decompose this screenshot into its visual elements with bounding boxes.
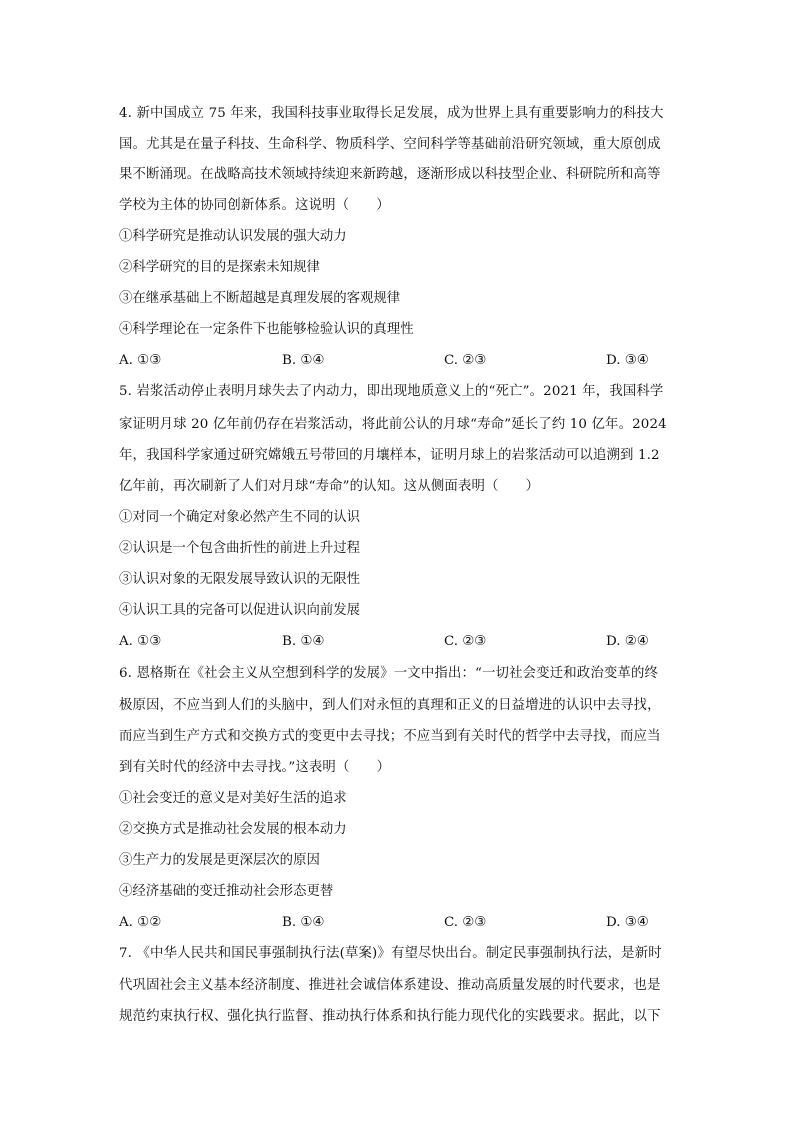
question-4-option-4: ④科学理论在一定条件下也能够检验认识的真理性 — [119, 322, 414, 337]
question-4-stem-line-2: 国。尤其是在量子科技、生命科学、物质科学、空间科学等基础前沿研究领域，重大原创成 — [119, 137, 661, 152]
question-6-stem-line-1: 6. 恩格斯在《社会主义从空想到科学的发展》一文中指出：“一切社会变迁和政治变革的终 — [119, 666, 659, 681]
question-6-option-2: ②交换方式是推动社会发展的根本动力 — [119, 822, 347, 837]
question-7-stem-line-2: 代巩固社会主义基本经济制度、推进社会诚信体系建设、推动高质量发展的时代要求，也是 — [119, 978, 661, 993]
question-4-choices — [119, 351, 679, 371]
question-6-choices — [119, 913, 679, 933]
question-6-choice-b[interactable]: B. ①④ — [282, 915, 325, 930]
question-5-choices — [119, 632, 679, 652]
question-5-stem-line-1: 5. 岩浆活动停止表明月球失去了内动力，即出现地质意义上的“死亡”。2021 年，我国科学 — [119, 384, 664, 399]
question-6-stem-line-3: 而应当到生产方式和交换方式的变更中去寻找；不应当到有关时代的哲学中去寻找，而应当 — [119, 729, 661, 744]
question-5-choice-c[interactable]: C. ②③ — [444, 634, 487, 649]
question-6-stem-line-4: 到有关时代的经济中去寻找。”这表明（ ） — [119, 760, 391, 775]
question-5-option-3: ③认识对象的无限发展导致认识的无限性 — [119, 572, 361, 587]
question-6-option-4: ④经济基础的变迁推动社会形态更替 — [119, 884, 334, 899]
question-4-choice-d[interactable]: D. ③④ — [606, 353, 649, 368]
question-4-choice-b[interactable]: B. ①④ — [282, 353, 325, 368]
question-5-option-4: ④认识工具的完备可以促进认识向前发展 — [119, 603, 361, 618]
question-5-option-1: ①对同一个确定对象必然产生不同的认识 — [119, 510, 361, 525]
question-6-stem-line-2: 极原因，不应当到人们的头脑中，到人们对永恒的真理和正义的日益增进的认识中去寻找， — [119, 698, 661, 713]
question-4-option-1: ①科学研究是推动认识发展的强大动力 — [119, 229, 347, 244]
question-5-choice-b[interactable]: B. ①④ — [282, 634, 325, 649]
question-6-option-3: ③生产力的发展是更深层次的原因 — [119, 853, 320, 868]
question-6-choice-c[interactable]: C. ②③ — [444, 915, 487, 930]
question-4-stem-line-1: 4. 新中国成立 75 年来，我国科技事业取得长足发展，成为世界上具有重要影响力的科技大 — [119, 106, 664, 121]
question-7-stem-line-3: 规范约束执行权、强化执行监督、推动执行体系和执行能力现代化的实践要求。据此，以下 — [119, 1009, 661, 1024]
question-6-choice-a[interactable]: A. ①② — [119, 915, 162, 930]
question-7-stem-line-1: 7. 《中华人民共和国民事强制执行法(草案)》有望尽快出台。制定民事强制执行法，是新时 — [119, 946, 662, 961]
question-4-option-2: ②科学研究的目的是探索未知规律 — [119, 260, 320, 275]
question-6-option-1: ①社会变迁的意义是对美好生活的追求 — [119, 791, 347, 806]
question-5-stem-line-2: 家证明月球 20 亿年前仍存在岩浆活动，将此前公认的月球“寿命”延长了约 10 亿年。2024 — [119, 417, 667, 432]
question-6-choice-d[interactable]: D. ③④ — [606, 915, 649, 930]
question-4-choice-a[interactable]: A. ①③ — [119, 353, 162, 368]
question-5-stem-line-4: 亿年前，再次刷新了人们对月球“寿命”的认知。这从侧面表明（ ） — [119, 479, 540, 494]
question-5-choice-a[interactable]: A. ①③ — [119, 634, 162, 649]
question-4-stem-line-4: 学校为主体的协同创新体系。这说明（ ） — [119, 198, 390, 213]
question-5-option-2: ②认识是一个包含曲折性的前进上升过程 — [119, 541, 361, 556]
question-4-choice-c[interactable]: C. ②③ — [444, 353, 487, 368]
question-4-stem-line-3: 果不断涌现。在战略高技术领域持续迎来新跨越，逐渐形成以科技型企业、科研院所和高等 — [119, 167, 661, 182]
question-5-stem-line-3: 年，我国科学家通过研究嫦娥五号带回的月壤样本，证明月球上的岩浆活动可以追溯到 1.2 — [119, 448, 660, 463]
question-5-choice-d[interactable]: D. ②④ — [606, 634, 649, 649]
question-4-option-3: ③在继承基础上不断超越是真理发展的客观规律 — [119, 291, 401, 306]
